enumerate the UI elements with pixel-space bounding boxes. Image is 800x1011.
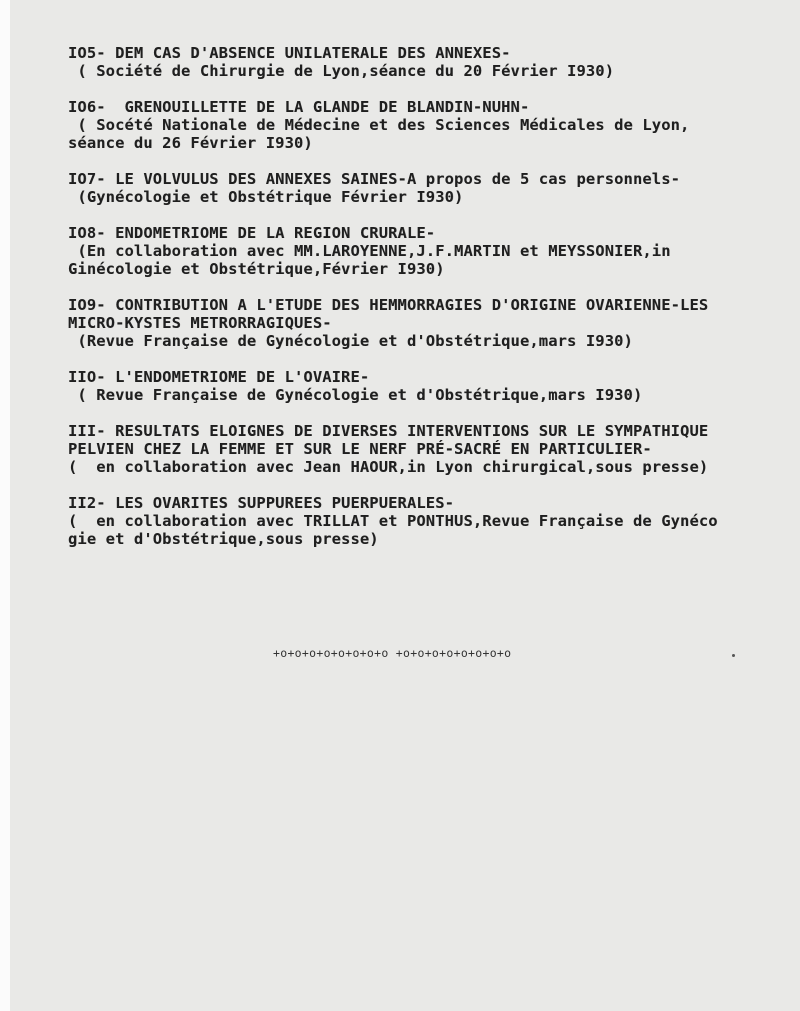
publication-entry-110 (68, 368, 798, 404)
entry-reference-line: Ginécologie et Obstétrique,Février I930) (68, 260, 445, 278)
entry-reference-line: (Gynécologie et Obstétrique Février I930) (68, 188, 464, 206)
entry-title-line: II2- LES OVARITES SUPPUREES PUERPUERALES- (68, 494, 455, 512)
publication-entry-112 (68, 494, 798, 548)
entry-reference-line: (En collaboration avec MM.LAROYENNE,J.F.MARTIN et MEYSSONIER,in (68, 242, 671, 260)
entry-reference-line: gie et d'Obstétrique,sous presse) (68, 530, 379, 548)
publication-entry-107 (68, 170, 798, 206)
publication-entry-108 (68, 224, 798, 278)
entry-title-line: IO8- ENDOMETRIOME DE LA REGION CRURALE- (68, 224, 436, 242)
paper-speck (732, 654, 735, 657)
publication-entry-106 (68, 98, 798, 152)
entry-title-line: IO7- LE VOLVULUS DES ANNEXES SAINES-A propos de 5 cas personnels- (68, 170, 681, 188)
entry-reference-line: ( Revue Française de Gynécologie et d'Obstétrique,mars I930) (68, 386, 643, 404)
entry-title-line: IIO- L'ENDOMETRIOME DE L'OVAIRE- (68, 368, 370, 386)
entry-title-line: IO9- CONTRIBUTION A L'ETUDE DES HEMMORRAGIES D'ORIGINE OVARIENNE-LES (68, 296, 709, 314)
entry-reference-line: (Revue Française de Gynécologie et d'Obstétrique,mars I930) (68, 332, 633, 350)
entry-title-line: IO6- GRENOUILLETTE DE LA GLANDE DE BLANDIN-NUHN- (68, 98, 530, 116)
entry-title-line: PELVIEN CHEZ LA FEMME ET SUR LE NERF PRÉ-SACRÉ EN PARTICULIER- (68, 440, 652, 458)
publication-list (68, 44, 798, 566)
publication-entry-105 (68, 44, 798, 80)
entry-title-line: III- RESULTATS ELOIGNES DE DIVERSES INTERVENTIONS SUR LE SYMPATHIQUE (68, 422, 709, 440)
section-divider-ornament: +o+o+o+o+o+o+o+o +o+o+o+o+o+o+o+o (273, 646, 512, 660)
entry-reference-line: ( en collaboration avec TRILLAT et PONTHUS,Revue Française de Gynéco (68, 512, 718, 530)
entry-reference-line: ( en collaboration avec Jean HAOUR,in Lyon chirurgical,sous presse) (68, 458, 709, 476)
typed-page (10, 0, 800, 1011)
publication-entry-111 (68, 422, 798, 476)
scan-left-margin (0, 0, 10, 1011)
entry-reference-line: ( Société de Chirurgie de Lyon,séance du 20 Février I930) (68, 62, 615, 80)
entry-reference-line: ( Socété Nationale de Médecine et des Sciences Médicales de Lyon, (68, 116, 690, 134)
publication-entry-109 (68, 296, 798, 350)
entry-title-line: IO5- DEM CAS D'ABSENCE UNILATERALE DES ANNEXES- (68, 44, 511, 62)
entry-title-line: MICRO-KYSTES METRORRAGIQUES- (68, 314, 332, 332)
entry-reference-line: séance du 26 Février I930) (68, 134, 313, 152)
